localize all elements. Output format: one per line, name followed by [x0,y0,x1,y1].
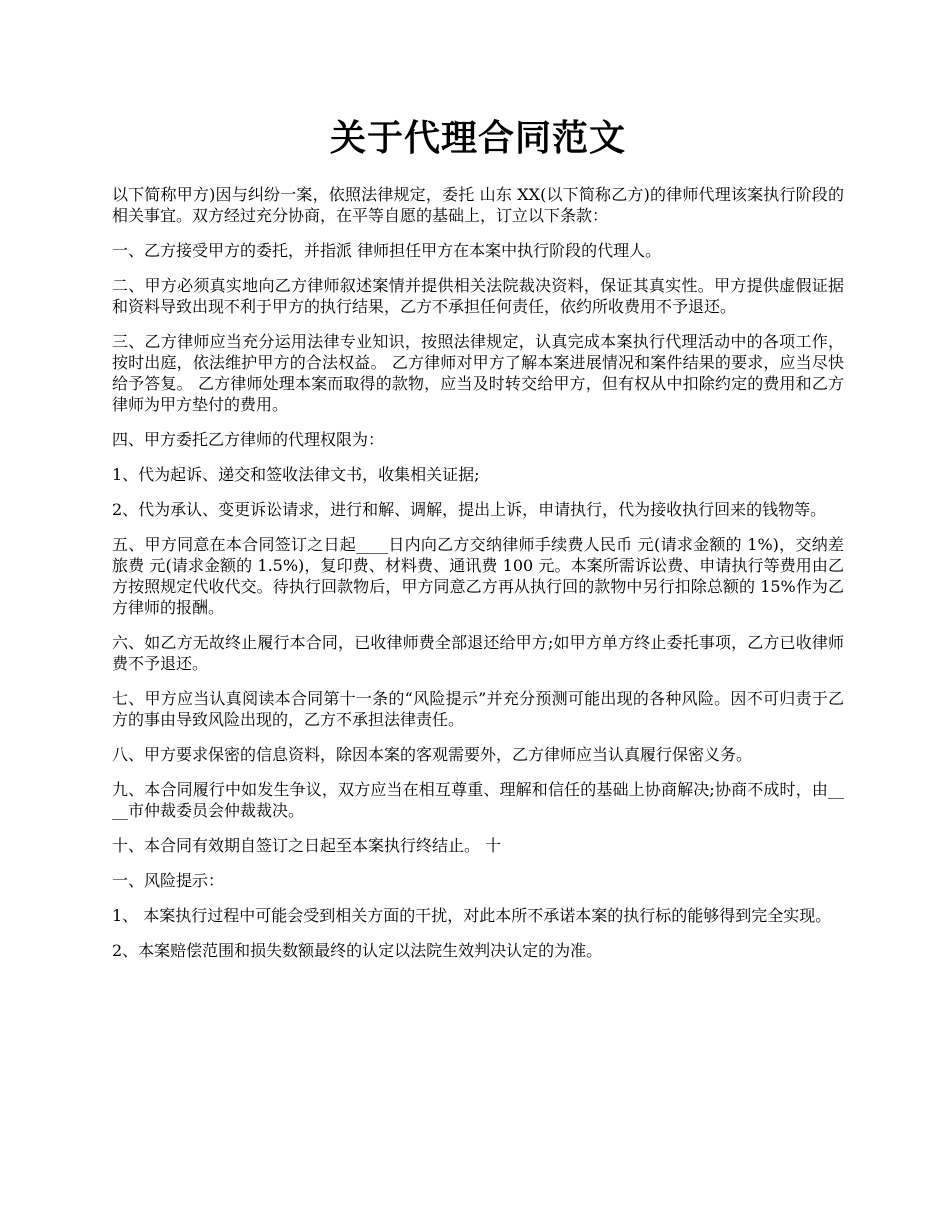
paragraph-clause-1: 一、乙方接受甲方的委托，并指派 律师担任甲方在本案中执行阶段的代理人。 [112,241,662,260]
paragraph-clause-6: 六、如乙方无故终止履行本合同，已收律师费全部退还给甲方;如甲方单方终止委托事项，乙方已收律师费不予退还。 [112,633,844,673]
paragraph-clause-3: 三、乙方律师应当充分运用法律专业知识，按照法律规定，认真完成本案执行代理活动中的各项工作，按时出庭，依法维护甲方的合法权益。 乙方律师对甲方了解本案进展情况和案件结果的要求，应当尽快给予答复。 乙方律师处理本案而取得的款物，应当及时转交给甲方，但有权从中扣除约定的费用和乙方律师为甲方垫付的费用。 [112,332,844,414]
paragraph-clause-2: 二、甲方必须真实地向乙方律师叙述案情并提供相关法院裁决资料，保证其真实性。甲方提供虚假证据和资料导致出现不利于甲方的执行结果，乙方不承担任何责任，依约所收费用不予退还。 [112,276,844,316]
paragraph-risk-item-2: 2、本案赔偿范围和损失数额最终的认定以法院生效判决认定的为准。 [112,941,603,960]
paragraph-clause-4-item-2: 2、代为承认、变更诉讼请求，进行和解、调解，提出上诉，申请执行，代为接收执行回来的钱物等。 [112,500,827,519]
paragraph-clause-4: 四、甲方委托乙方律师的代理权限为： [112,430,385,449]
paragraph-clause-10: 十、本合同有效期自签订之日起至本案执行终结止。 十 [112,836,502,855]
paragraph-intro: 以下简称甲方)因与纠纷一案，依照法律规定，委托 山东 XX(以下简称乙方)的律师代理该案执行阶段的相关事宜。双方经过充分协商，在平等自愿的基础上，订立以下条款： [112,185,844,225]
paragraph-clause-9: 九、本合同履行中如发生争议，双方应当在相互尊重、理解和信任的基础上协商解决;协商不成时，由____市仲裁委员会仲裁裁决。 [112,780,844,820]
paragraph-clause-8: 八、甲方要求保密的信息资料，除因本案的客观需要外，乙方律师应当认真履行保密义务。 [112,745,753,764]
document-title: 关于代理合同范文 [329,117,626,159]
paragraph-clause-4-item-1: 1、代为起诉、递交和签收法律文书，收集相关证据; [112,465,480,484]
paragraph-clause-7: 七、甲方应当认真阅读本合同第十一条的“风险提示”并充分预测可能出现的各种风险。因不可归责于乙方的事由导致风险出现的，乙方不承担法律责任。 [112,689,844,729]
document-body [112,184,844,961]
paragraph-clause-11-heading: 一、风险提示： [112,871,225,890]
paragraph-risk-item-1: 1、 本案执行过程中可能会受到相关方面的干扰，对此本所不承诺本案的执行标的能够得到完全实现。 [112,906,832,925]
paragraph-clause-5: 五、甲方同意在本合同签订之日起____日内向乙方交纳律师手续费人民币 元(请求金额的 1%)，交纳差旅费 元(请求金额的 1.5%)，复印费、材料费、通讯费 100 元。本案所需诉讼费、申请执行等费用由乙方按照规定代收代交。待执行回款物后，甲方同意乙方再从执行回的款物中另行扣除总额的 15%作为乙方律师的报酬。 [112,535,844,617]
document-page [112,0,844,975]
